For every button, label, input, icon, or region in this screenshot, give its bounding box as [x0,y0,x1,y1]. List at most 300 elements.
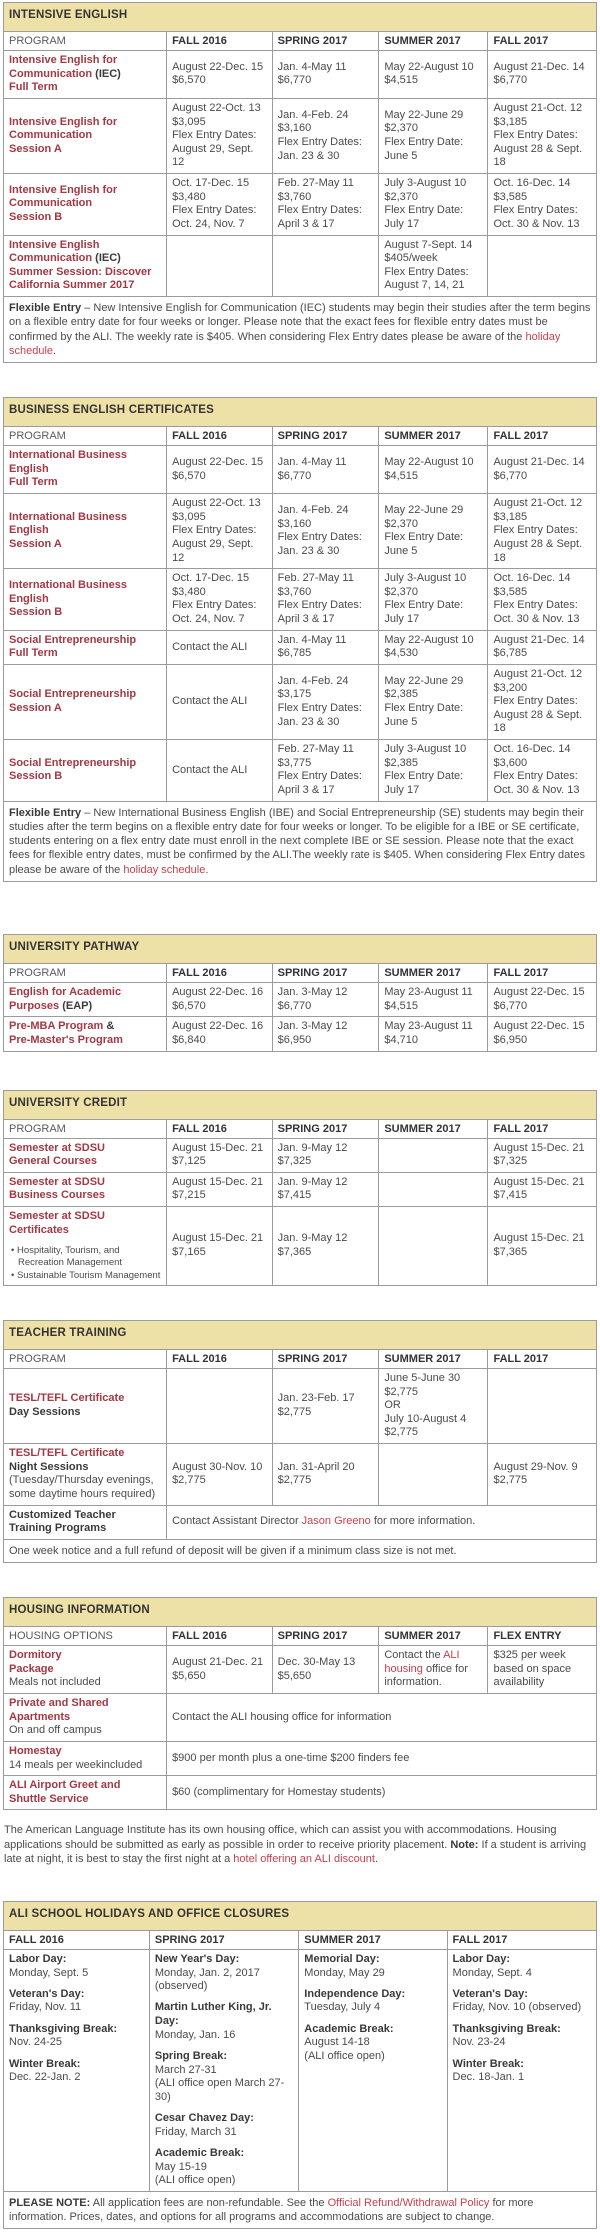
cell-line [155,2064,293,2078]
teacher-training-table [3,1320,597,1563]
cell-line [304,1988,441,2002]
column-header: FALL 2017 [488,1119,597,1138]
cell-line [278,456,374,470]
text-run: August 15-Dec. 21 [172,1141,264,1154]
schedule-cell [488,174,597,236]
text-run: . [374,1853,379,1866]
text-run: May 23-August 11 [384,986,473,999]
cell-line [384,986,482,1000]
cell-line [493,634,591,648]
cell-line [493,695,591,709]
text-run: August 29, Sept. 12 [172,142,254,169]
text-run: August 15-Dec. 21 [493,1175,585,1188]
text-run: August 21-Dec. 21 [172,1655,264,1668]
column-header: SUMMER 2017 [379,32,488,51]
text-run: Jan. 23-Feb. 17 [277,1392,355,1405]
schedule-cell [167,1444,273,1506]
section-university-pathway [3,934,597,1052]
cell-line [172,102,267,116]
text-run: Feb. 27-May 11 [277,743,354,756]
cell-line [9,449,161,476]
intensive-english-table [3,2,597,363]
text-run: Day Sessions [9,1406,81,1419]
holiday-cell [447,1949,596,2191]
text-run: • Sustainable Tourism Management [11,1269,161,1281]
cell-line [453,2071,591,2085]
text-run: $2,775 [493,1474,528,1487]
text-run: for more information. [370,1515,476,1528]
column-header: FALL 2016 [167,1119,273,1138]
text-run: August 15-Dec. 21 [172,1232,264,1245]
text-run: August 14-18 [304,2036,370,2049]
cell-line [155,2029,293,2043]
text-run: $7,215 [172,1189,206,1202]
cell-line [278,634,374,648]
note-cell [4,801,597,881]
text-run: Nov. 24-25 [9,2036,62,2049]
text-run: May 23-August 11 [384,1020,473,1033]
cell-line [9,211,161,225]
text-run: Martin Luther King, Jr. Day: [154,2001,272,2028]
cell-line [155,2077,293,2104]
text-run: Monday, Jan. 16 [154,2028,236,2041]
schedule-cell [272,494,379,569]
cell-line [384,266,482,280]
text-run: $6,770 [277,74,312,87]
schedule-cell [272,664,379,739]
text-run: $4,515 [384,74,418,87]
text-run: $6,950 [277,1033,312,1046]
text-run: Dec. 18-Jan. 1 [452,2071,525,2084]
schedule-cell [379,51,488,99]
cell-line [278,647,374,661]
cell-line [493,647,591,661]
cell-line [9,1189,161,1203]
schedule-cell [167,1694,597,1742]
program-cell [4,1646,167,1694]
text-run: $3,480 [172,190,206,203]
schedule-cell [488,494,597,569]
schedule-cell [379,630,488,664]
text-run: office for information. [384,1662,468,1689]
text-run: June 5 [384,149,418,162]
schedule-cell [379,1646,488,1694]
cell-line [9,1745,161,1759]
cell-line [278,1189,374,1203]
cell-line [9,1676,161,1690]
text-run: Private and Shared [9,1697,109,1710]
inline-link[interactable]: Jason Greeno [301,1515,371,1528]
text-run: English for Academic Purposes [9,986,122,1012]
text-run: July 17 [384,217,420,230]
text-run: Dormitory [9,1649,62,1662]
text-run: (ALI office open) [304,2049,385,2062]
text-run: $7,325 [493,1155,528,1168]
text-run: included [101,1758,143,1771]
schedule-cell [379,446,488,494]
cell-line [278,716,374,730]
text-run: 14 meals per week [9,1758,102,1771]
text-run: August 22-Oct. 13 [172,101,261,114]
cell-line [9,2023,144,2037]
text-run: Friday, Nov. 10 (observed) [452,2001,582,2014]
note-cell [4,1539,597,1562]
text-run: $2,775 [277,1406,312,1419]
cell-line [278,1474,374,1488]
inline-link[interactable]: holiday schedule [9,330,561,357]
program-cell [4,235,167,297]
program-cell [4,1741,167,1775]
cell-line [384,504,482,518]
cell-line [493,1649,591,1690]
cell-line [9,1697,161,1711]
text-run: Flex Entry Dates: [277,599,362,612]
text-run: Contact the ALI [172,640,248,653]
cell-line [384,1372,482,1386]
text-run: The American Language Institute has its own housing office, which can assist you with accommodations. Housing applications should be submitted as early as possible in order to receive priority placement. [4,1824,557,1851]
table-row [4,1017,597,1051]
cell-line [172,497,267,511]
cell-line [384,518,482,532]
cell-line [172,1189,267,1203]
text-run: Flex Entry Dates: [277,531,362,544]
cell-line [384,688,482,702]
cell-line [278,1670,374,1684]
table-row [4,983,597,1017]
text-run: $6,785 [277,647,312,660]
program-cell [4,1207,167,1286]
program-cell [4,630,167,664]
cell-line [493,177,591,191]
schedule-cell [488,1017,597,1051]
schedule-cell [167,98,273,173]
text-run: $2,775 [277,1474,312,1487]
text-run: Winter Break: [9,2057,81,2070]
schedule-cell [379,494,488,569]
cell-line [172,599,267,613]
text-run: Jan. 9-May 12 [277,1175,348,1188]
cell-line [9,688,161,702]
text-run: Nov. 23-24 [452,2036,506,2049]
cell-line [384,716,482,730]
text-run: Customized Teacher Training Programs [9,1508,116,1535]
text-run: Labor Day: [9,1952,67,1965]
schedule-cell [379,1444,488,1506]
schedule-cell [379,1017,488,1051]
column-header: SPRING 2017 [272,1627,379,1646]
schedule-cell [488,98,597,173]
text-run: $4,515 [384,999,418,1012]
cell-line [384,1649,482,1690]
text-run: $3,775 [277,756,312,769]
table-row [4,630,597,664]
text-run: Monday, Jan. 2, 2017 [154,1966,260,1979]
schedule-cell [488,1138,597,1172]
cell-line [9,1392,161,1406]
section-teacher-training [3,1320,597,1563]
text-run: May 22-June 29 [384,108,464,121]
cell-line [493,116,591,130]
section-business-english-certificates [3,397,597,882]
table-row [4,569,597,631]
cell-line [9,2036,144,2050]
cell-line [172,177,267,191]
cell-line [9,116,161,143]
text-run: August 15-Dec. 21 [172,1175,264,1188]
text-run: May 22-August 10 [384,456,474,468]
cell-line [9,2001,144,2015]
text-run: $6,570 [172,999,206,1012]
text-run: July 3-August 10 [384,177,467,189]
text-run: Flex Entry Date: [384,702,464,714]
cell-line [493,538,591,565]
cell-line [9,301,591,358]
schedule-cell [167,630,273,664]
cell-line [453,2036,591,2050]
text-run: July 17 [384,783,420,796]
column-header: PROGRAM [4,32,167,51]
text-run: Social Entrepreneurship [9,756,137,769]
cell-line [278,74,374,88]
cell-line [9,511,161,538]
cell-line [278,1246,374,1260]
inline-link[interactable]: holiday schedule [123,863,206,876]
text-run: TESL/TEFL Certificate [9,1447,125,1460]
text-run: $2,775 [384,1426,418,1439]
cell-line [9,1724,161,1738]
cell-line [278,531,374,545]
cell-line [493,986,591,1000]
text-run: Monday, Sept. 5 [9,1966,89,1979]
cell-line [278,1461,374,1475]
cell-line [155,1994,293,2002]
text-run: Jan. 4-May 11 [277,60,347,73]
text-run: Certificates [9,1223,69,1236]
cell-line [304,1980,441,1988]
cell-line [172,456,267,470]
cell-line [172,1474,267,1488]
cell-line [278,109,374,123]
cell-line [172,524,267,538]
schedule-cell [272,1207,379,1286]
cell-line [172,218,267,232]
text-run: OR [384,1399,401,1412]
cell-line [278,1034,374,1048]
schedule-cell [488,983,597,1017]
cell-line [278,688,374,702]
schedule-cell [167,983,273,1017]
cell-line [493,191,591,205]
ali-school-holidays-table [3,1901,597,2230]
cell-line [155,2001,293,2028]
schedule-cell [272,1017,379,1051]
text-run: $4,530 [384,647,418,660]
cell-line [384,743,482,757]
cell-line [9,239,161,266]
schedule-cell [379,1207,488,1286]
column-header: FALL 2016 [4,1930,150,1949]
text-run: June 5 [384,544,418,557]
text-run: Flex Entry Dates: [493,204,578,217]
text-run: Oct. 16-Dec. 14 [493,743,571,756]
cell-line [304,1967,441,1981]
program-cell [4,446,167,494]
text-run: Shuttle Service [9,1792,89,1805]
column-header: SPRING 2017 [272,1119,379,1138]
cell-line [278,702,374,716]
table-row [4,1444,597,1506]
text-run: August 21-Oct. 12 [493,497,583,510]
text-run: $2,775 [384,1385,418,1398]
section-band-row [4,935,597,964]
cell-line [493,143,591,170]
cell-line [384,191,482,205]
text-run: Summer Session: Discover California Summer 2017 [9,265,152,292]
table-row [4,51,597,99]
cell-line [9,1461,161,1475]
schedule-cell [379,174,488,236]
text-run: Pre-Master's Program [9,1033,123,1046]
cell-line [278,572,374,586]
text-run: International Business English [9,510,127,537]
cell-line [493,1000,591,1014]
section-band-row [4,1598,597,1627]
text-run: New Year's Day: [154,1952,240,1965]
column-header: SUMMER 2017 [379,427,488,446]
text-run: International Business English [9,579,127,605]
text-run: $6,770 [493,469,528,482]
cell-line [384,634,482,648]
program-cell [4,664,167,739]
text-run: August 22-Dec. 15 [172,456,264,468]
text-run: May 22-June 29 [384,674,464,687]
cell-line [384,204,482,218]
section-ali-school-holidays [3,1901,597,2230]
text-run: $6,770 [277,469,312,482]
cell-line [172,986,267,1000]
cell-line [384,702,482,716]
text-run: Cesar Chavez Day: [154,2112,254,2125]
schedule-cell [272,1368,379,1443]
schedule-cell [272,1646,379,1694]
text-run: Flex Entry Dates: [493,770,578,783]
text-run: $3,185 [493,115,528,128]
program-cell [4,1776,167,1810]
text-run: TESL/TEFL Certificate [9,1392,125,1405]
text-run: International Business English [9,449,127,475]
cell-line [9,1224,161,1238]
inline-link[interactable]: Official Refund/Withdrawal Policy [327,2196,490,2209]
cell-line [172,613,267,627]
text-run: $3,200 [493,681,528,694]
schedule-cell [167,1017,273,1051]
cell-line [155,1967,293,1981]
cell-line [278,599,374,613]
text-run: – New Intensive English for Communication (IEC) students may begin their studies after the term begins on a flexible entry date for four weeks or longer. Please note that the exact fees for flexible entry dates must be confirmed by the ALI. The weekly rate is $405. When considering Flex Entry dates please be aware of the [9,302,591,343]
cell-line [304,2036,441,2050]
text-run: Oct. 24, Nov. 7 [172,217,245,230]
cell-line [384,1000,482,1014]
program-cell [4,1017,167,1051]
schedule-cell [167,1138,273,1172]
column-header: FALL 2017 [488,32,597,51]
cell-line [384,1034,482,1048]
cell-line [384,675,482,689]
cell-line [453,2015,591,2023]
text-run: Independence Day: [304,1987,406,2000]
schedule-cell [272,983,379,1017]
text-run: $2,385 [384,688,418,701]
text-run: Jan. 3-May 12 [277,1020,348,1033]
text-run: Business Courses [9,1189,105,1202]
text-run: Spring Break: [154,2049,228,2062]
cell-line [453,2050,591,2058]
inline-link[interactable]: ALI housing [384,1649,460,1675]
cell-line [9,1210,161,1224]
text-run: PLEASE NOTE: [9,2196,91,2209]
cell-line [9,2196,591,2225]
text-run: Jan. 9-May 12 [277,1232,348,1245]
cell-line [384,784,482,798]
cell-line [278,61,374,75]
cell-line [384,1020,482,1034]
text-run: Feb. 27-May 11 [277,177,354,189]
section-band-row [4,1090,597,1119]
cell-line [278,1232,374,1246]
text-run: Oct. 16-Dec. 14 [493,572,571,585]
program-cell [4,1505,167,1539]
text-run: $3,160 [277,517,312,530]
cell-line [9,2050,144,2058]
table-row [4,98,597,173]
text-run: August 22-Dec. 16 [172,986,264,999]
schedule-cell [167,174,273,236]
text-run: $7,165 [172,1246,206,1258]
cell-line [384,239,482,253]
text-run: $3,760 [277,190,312,203]
column-header: SPRING 2017 [272,1349,379,1368]
section-title: INTENSIVE ENGLISH [4,3,597,32]
cell-line [493,1176,591,1190]
inline-link[interactable]: hotel offering an ALI discount [233,1853,375,1866]
text-run: One week notice and a full refund of deposit will be given if a minimum class size is not met. [9,1544,457,1557]
text-run: Thanksgiving Break: [452,2022,561,2035]
cell-line [172,695,267,709]
text-run: Jan. 3-May 12 [277,986,348,999]
cell-line [278,191,374,205]
text-run: Intensive English Communication [9,238,100,265]
text-run: May 22-August 10 [384,633,474,646]
text-run: Intensive English for Communication [9,115,118,142]
university-credit-table [3,1090,597,1286]
text-run: Flex Entry Dates: [172,129,257,142]
text-run: Full Term [9,647,58,660]
schedule-cell [272,51,379,99]
text-run: Session A [9,537,62,550]
text-run: August 7, 14, 21 [384,279,465,292]
cell-line [493,102,591,116]
text-run: Flex Entry Date: [384,531,464,544]
schedule-cell [272,740,379,802]
cell-line [278,675,374,689]
schedule-cell [167,740,273,802]
schedule-cell [379,740,488,802]
cell-line [453,1988,591,2002]
column-header: SUMMER 2017 [379,1119,488,1138]
text-run: $5,650 [277,1669,312,1682]
holiday-cell [4,1949,150,2191]
text-run: Friday, Nov. 11 [9,2001,82,2014]
